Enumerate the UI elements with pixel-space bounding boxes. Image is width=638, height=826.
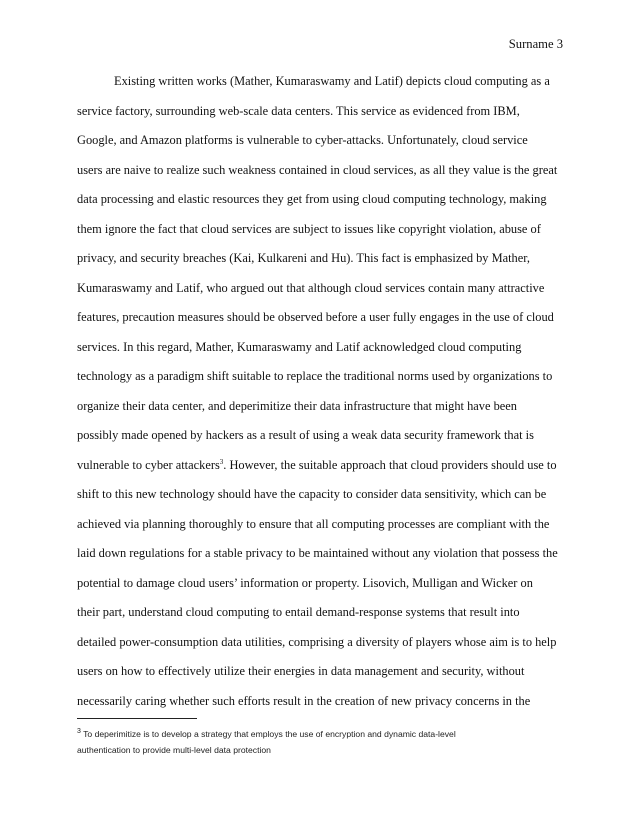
body-line: laid down regulations for a stable privacy to be maintained without any violation that possess the [77, 546, 558, 560]
body-line: shift to this new technology should have the capacity to consider data sensitivity, which can be [77, 487, 547, 501]
body-line-text: . However, the suitable approach that cloud providers should use to [223, 457, 557, 472]
footnote-reference: 3 [219, 457, 224, 466]
body-line: users are naive to realize such weakness contained in cloud services, as all they value is the great [77, 162, 558, 177]
body-line: organize their data center, and deperimitize their data infrastructure that might have been [77, 398, 517, 413]
body-line: services. In this regard, Mather, Kumaraswamy and Latif acknowledged cloud computing [77, 339, 522, 354]
footnote-line: authentication to provide multi-level data protection [77, 745, 271, 755]
body-line: Kumaraswamy and Latif, who argued out that although cloud services contain many attractive [77, 280, 545, 295]
footnote-separator [77, 718, 197, 719]
footnote-line [77, 726, 557, 742]
body-line: service factory, surrounding web-scale data centers. This service as evidenced from IBM, [77, 103, 520, 118]
body-line: features, precaution measures should be observed before a user fully engages in the use of cloud [77, 310, 554, 324]
body-line: potential to damage cloud users’ information or property. Lisovich, Mulligan and Wicker on [77, 575, 533, 590]
footnote-text: To deperimitize is to develop a strategy that employs the use of encryption and dynamic data-level [80, 729, 456, 739]
body-line: users on how to effectively utilize their energies in data management and security, without [77, 664, 525, 678]
body-line: Google, and Amazon platforms is vulnerable to cyber-attacks. Unfortunately, cloud service [77, 133, 528, 147]
body-line: data processing and elastic resources they get from using cloud computing technology, making [77, 192, 547, 206]
body-line: technology as a paradigm shift suitable to replace the traditional norms used by organizations to [77, 369, 553, 383]
body-line: Existing written works (Mather, Kumaraswamy and Latif) depicts cloud computing as a [114, 74, 550, 88]
running-head: Surname 3 [508, 37, 563, 51]
footnote-marker: 3 [77, 728, 81, 736]
body-line: them ignore the fact that cloud services are subject to issues like copyright violation, abuse of [77, 221, 541, 236]
body-line: detailed power-consumption data utilities, comprising a diversity of players whose aim is to help [77, 634, 557, 649]
body-line: their part, understand cloud computing to entail demand-response systems that result into [77, 605, 520, 619]
body-line: achieved via planning thoroughly to ensure that all computing processes are compliant with the [77, 516, 550, 531]
body-line [77, 455, 557, 475]
body-line: possibly made opened by hackers as a result of using a weak data security framework that is [77, 428, 534, 442]
body-line: privacy, and security breaches (Kai, Kulkareni and Hu). This fact is emphasized by Mather, [77, 251, 530, 265]
body-line-text: vulnerable to cyber attackers [77, 457, 220, 472]
body-line: necessarily caring whether such efforts result in the creation of new privacy concerns in the [77, 693, 531, 708]
footnote [77, 726, 557, 758]
